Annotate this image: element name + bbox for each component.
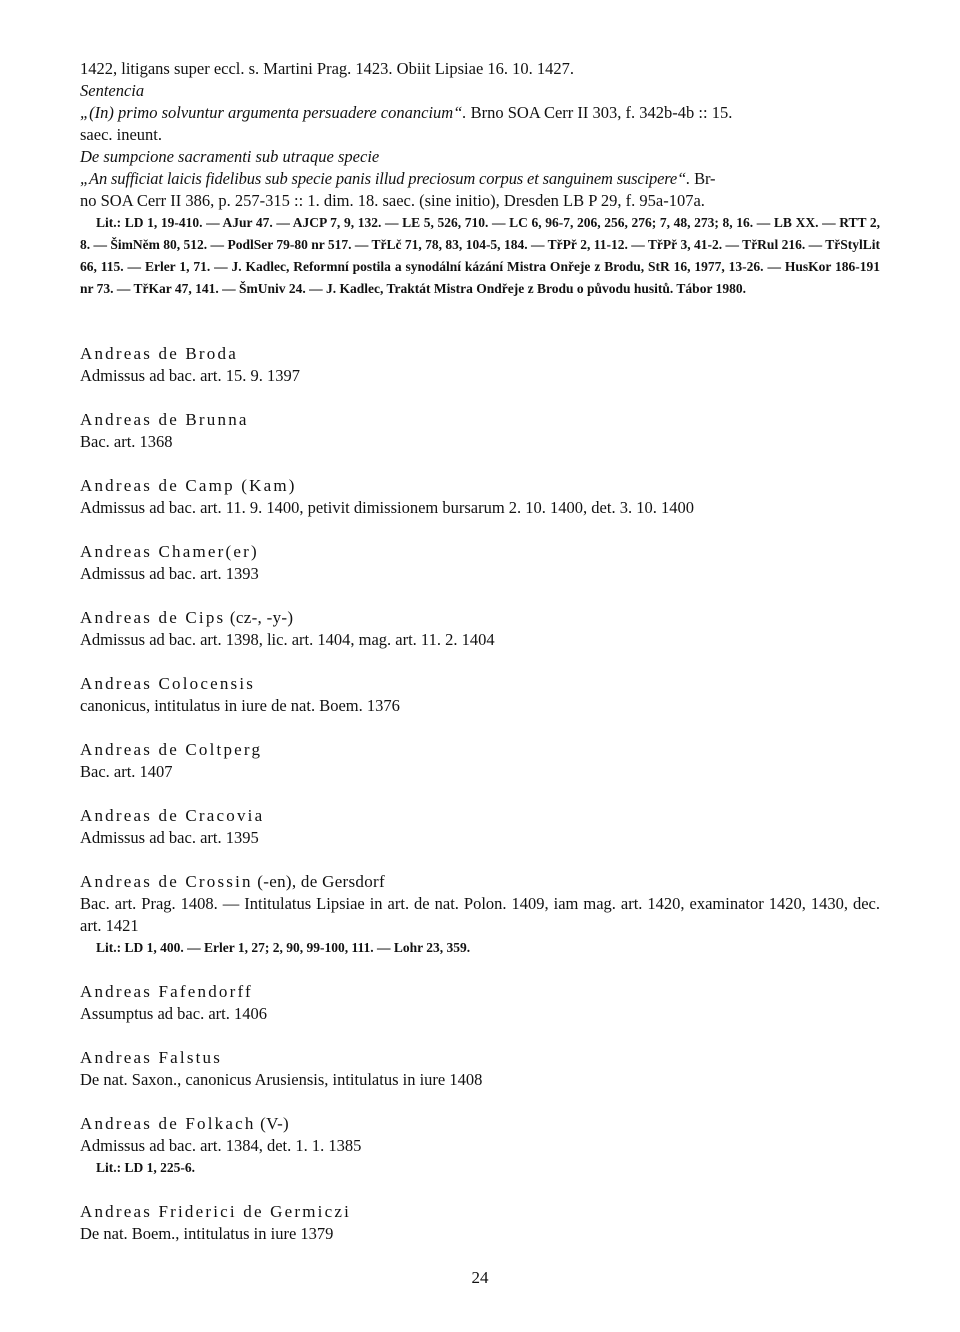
work-title: Sentencia [80, 81, 145, 100]
entry-name-main: Andreas Chamer(er) [80, 542, 259, 561]
entry [80, 673, 880, 717]
text-line [80, 102, 880, 124]
entry-name [80, 1047, 880, 1069]
entry-body: Admissus ad bac. art. 1384, det. 1. 1. 1385 [80, 1136, 362, 1155]
incipit: „(In) primo solvuntur argumenta persuadere conancium“. [80, 103, 467, 122]
entry [80, 871, 880, 959]
entry [80, 739, 880, 783]
entry-body: Bac. art. Prag. 1408. — Intitulatus Lipsiae in art. de nat. Polon. 1409, iam mag. art. 1420, examinator 1420, 1430, dec. art. 1421 [80, 894, 880, 935]
entry-name [80, 805, 880, 827]
entry-name-main: Andreas de Folkach [80, 1114, 256, 1133]
entry-name [80, 1113, 880, 1135]
entry-name-main: Andreas de Cracovia [80, 806, 265, 825]
page-number: 24 [471, 1268, 489, 1287]
entry-name-main: Andreas de Cips [80, 608, 226, 627]
entry [80, 1047, 880, 1091]
entry-name [80, 871, 880, 893]
text-line: 1422, litigans super eccl. s. Martini Prag. 1423. Obiit Lipsiae 16. 10. 1427. [80, 59, 575, 78]
entry-name-main: Andreas de Brunna [80, 410, 249, 429]
entry-name [80, 739, 880, 761]
entry-name [80, 673, 880, 695]
entry-literature: Lit.: LD 1, 400. — Erler 1, 27; 2, 90, 99-100, 111. — Lohr 23, 359. [96, 940, 471, 955]
entry-body: Admissus ad bac. art. 1395 [80, 828, 259, 847]
entry-name [80, 541, 880, 563]
entry [80, 981, 880, 1025]
entry-name-main: Andreas de Coltperg [80, 740, 263, 759]
entry-body: Bac. art. 1407 [80, 762, 173, 781]
entry [80, 475, 880, 519]
entry-name-variant: (V-) [255, 1114, 290, 1133]
entry-name-main: Andreas Colocensis [80, 674, 256, 693]
work-title: De sumpcione sacramenti sub utraque specie [80, 147, 380, 166]
entry [80, 805, 880, 849]
entry-body: De nat. Saxon., canonicus Arusiensis, intitulatus in iure 1408 [80, 1070, 483, 1089]
entry-name [80, 409, 880, 431]
entry-body: De nat. Boem., intitulatus in iure 1379 [80, 1224, 334, 1243]
entry-literature: Lit.: LD 1, 225-6. [96, 1160, 195, 1175]
entry-body: Assumptus ad bac. art. 1406 [80, 1004, 267, 1023]
entry-name-main: Andreas de Camp (Kam) [80, 476, 297, 495]
entry-name-main: Andreas de Crossin [80, 872, 253, 891]
entry-body: Bac. art. 1368 [80, 432, 173, 451]
entry [80, 541, 880, 585]
entry-body: canonicus, intitulatus in iure de nat. Boem. 1376 [80, 696, 400, 715]
text-line: saec. ineunt. [80, 125, 163, 144]
entry-name-main: Andreas Friderici de Germiczi [80, 1202, 352, 1221]
entry-name-variant: (-en), de Gersdorf [252, 872, 385, 891]
source-ref: Brno SOA Cerr II 303, f. 342b-4b :: 15. [466, 103, 733, 122]
entry [80, 343, 880, 387]
entry-name-variant: (cz-, -y-) [225, 608, 294, 627]
entry-name-main: Andreas Falstus [80, 1048, 223, 1067]
entry-body: Admissus ad bac. art. 11. 9. 1400, petivit dimissionem bursarum 2. 10. 1400, det. 3. 10. 1400 [80, 498, 694, 517]
source-ref: Br- [690, 169, 716, 188]
entry [80, 1113, 880, 1179]
entry-name [80, 607, 880, 629]
entry-name [80, 981, 880, 1003]
literature: Lit.: LD 1, 19-410. — AJur 47. — AJCP 7, 9, 132. — LE 5, 526, 710. — LC 6, 96-7, 206, 256, 276; 7, 48, 273; 8, 16. — LB XX. — RTT 2, 8. — ŠimNěm 80, 512. — PodlSer 79-80 nr 517. — TřLč 71, 78, 83, 104-5, 184. — TřPř 2, 11-12. — TřPř 3, 41-2. — TřRul 216. — TřStylLit 66, 115. — Erler 1, 71. — J. Kadlec, Reformní postila a synodální kázání Mistra Onřeje z Brodu, StR 16, 1977, 13-26. — HusKor 186-191 nr 73. — TřKar 47, 141. — ŠmUniv 24. — J. Kadlec, Traktát Mistra Ondřeje z Brodu o původu husitů. Tábor 1980. [80, 215, 880, 296]
entry [80, 409, 880, 453]
entry-name-main: Andreas de Broda [80, 344, 238, 363]
entry-name-main: Andreas Fafendorff [80, 982, 253, 1001]
entry-body: Admissus ad bac. art. 1398, lic. art. 1404, mag. art. 11. 2. 1404 [80, 630, 495, 649]
entry-name [80, 343, 880, 365]
entry-body: Admissus ad bac. art. 15. 9. 1397 [80, 366, 300, 385]
entry-name [80, 475, 880, 497]
entry-name [80, 1201, 880, 1223]
incipit: „An sufficiat laicis fidelibus sub specie panis illud preciosum corpus et sanguinem suscipere“. [80, 169, 691, 188]
top-block [80, 58, 880, 300]
entry [80, 607, 880, 651]
entry-body: Admissus ad bac. art. 1393 [80, 564, 259, 583]
entry [80, 1201, 880, 1245]
text-line [80, 168, 880, 190]
text-line: no SOA Cerr II 386, p. 257-315 :: 1. dim. 18. saec. (sine initio), Dresden LB P 29, f. 95a-107a. [80, 191, 705, 210]
